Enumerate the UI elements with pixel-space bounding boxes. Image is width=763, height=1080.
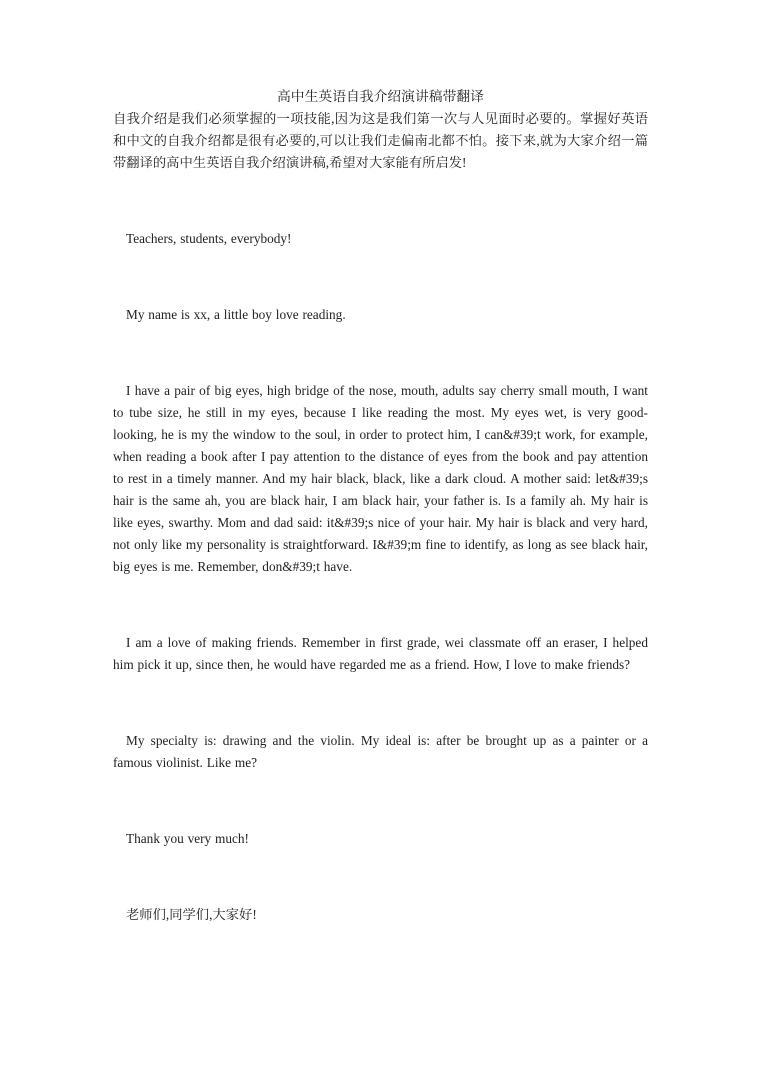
page-title: 高中生英语自我介绍演讲稿带翻译	[277, 89, 484, 104]
paragraph-greeting-zh: 老师们,同学们,大家好!	[126, 907, 257, 922]
paragraph-friends: I am a love of making friends. Remember in first grade, wei classmate off an eraser, I helped him pick it up, since then, he would have regarded me as a friend. How, I love to make friends?	[113, 635, 648, 672]
paragraph-specialty: My specialty is: drawing and the violin. My ideal is: after be brought up as a painter or a famous violinist. Like me?	[113, 733, 648, 770]
paragraph-greeting-en: Teachers, students, everybody!	[126, 231, 292, 246]
paragraph-appearance: I have a pair of big eyes, high bridge of the nose, mouth, adults say cherry small mouth, I want to tube size, he still in my eyes, because I like reading the most. My eyes wet, is very good-looking, he is my the window to the soul, in order to protect him, I can&#39;t work, for example, when reading a book after I pay attention to the distance of eyes from the book and pay attention to rest in a timely manner. And my hair black, black, like a dark cloud. A mother said: let&#39;s hair is the same ah, you are black hair, I am black hair, your father is. Is a family ah. My hair is like eyes, swarthy. Mom and dad said: it&#39;s nice of your hair. My hair is black and very hard, not only like my personality is straightforward. I&#39;m fine to identify, as long as see black hair, big eyes is me. Remember, don&#39;t have.	[113, 383, 648, 574]
paragraph-thanks: Thank you very much!	[126, 831, 249, 846]
intro-paragraph: 自我介绍是我们必须掌握的一项技能,因为这是我们第一次与人见面时必要的。掌握好英语和中文的自我介绍都是很有必要的,可以让我们走偏南北都不怕。接下来,就为大家介绍一篇带翻译的高中生英语自我介绍演讲稿,希望对大家能有所启发!	[113, 111, 648, 170]
paragraph-name-intro: My name is xx, a little boy love reading.	[126, 307, 346, 322]
